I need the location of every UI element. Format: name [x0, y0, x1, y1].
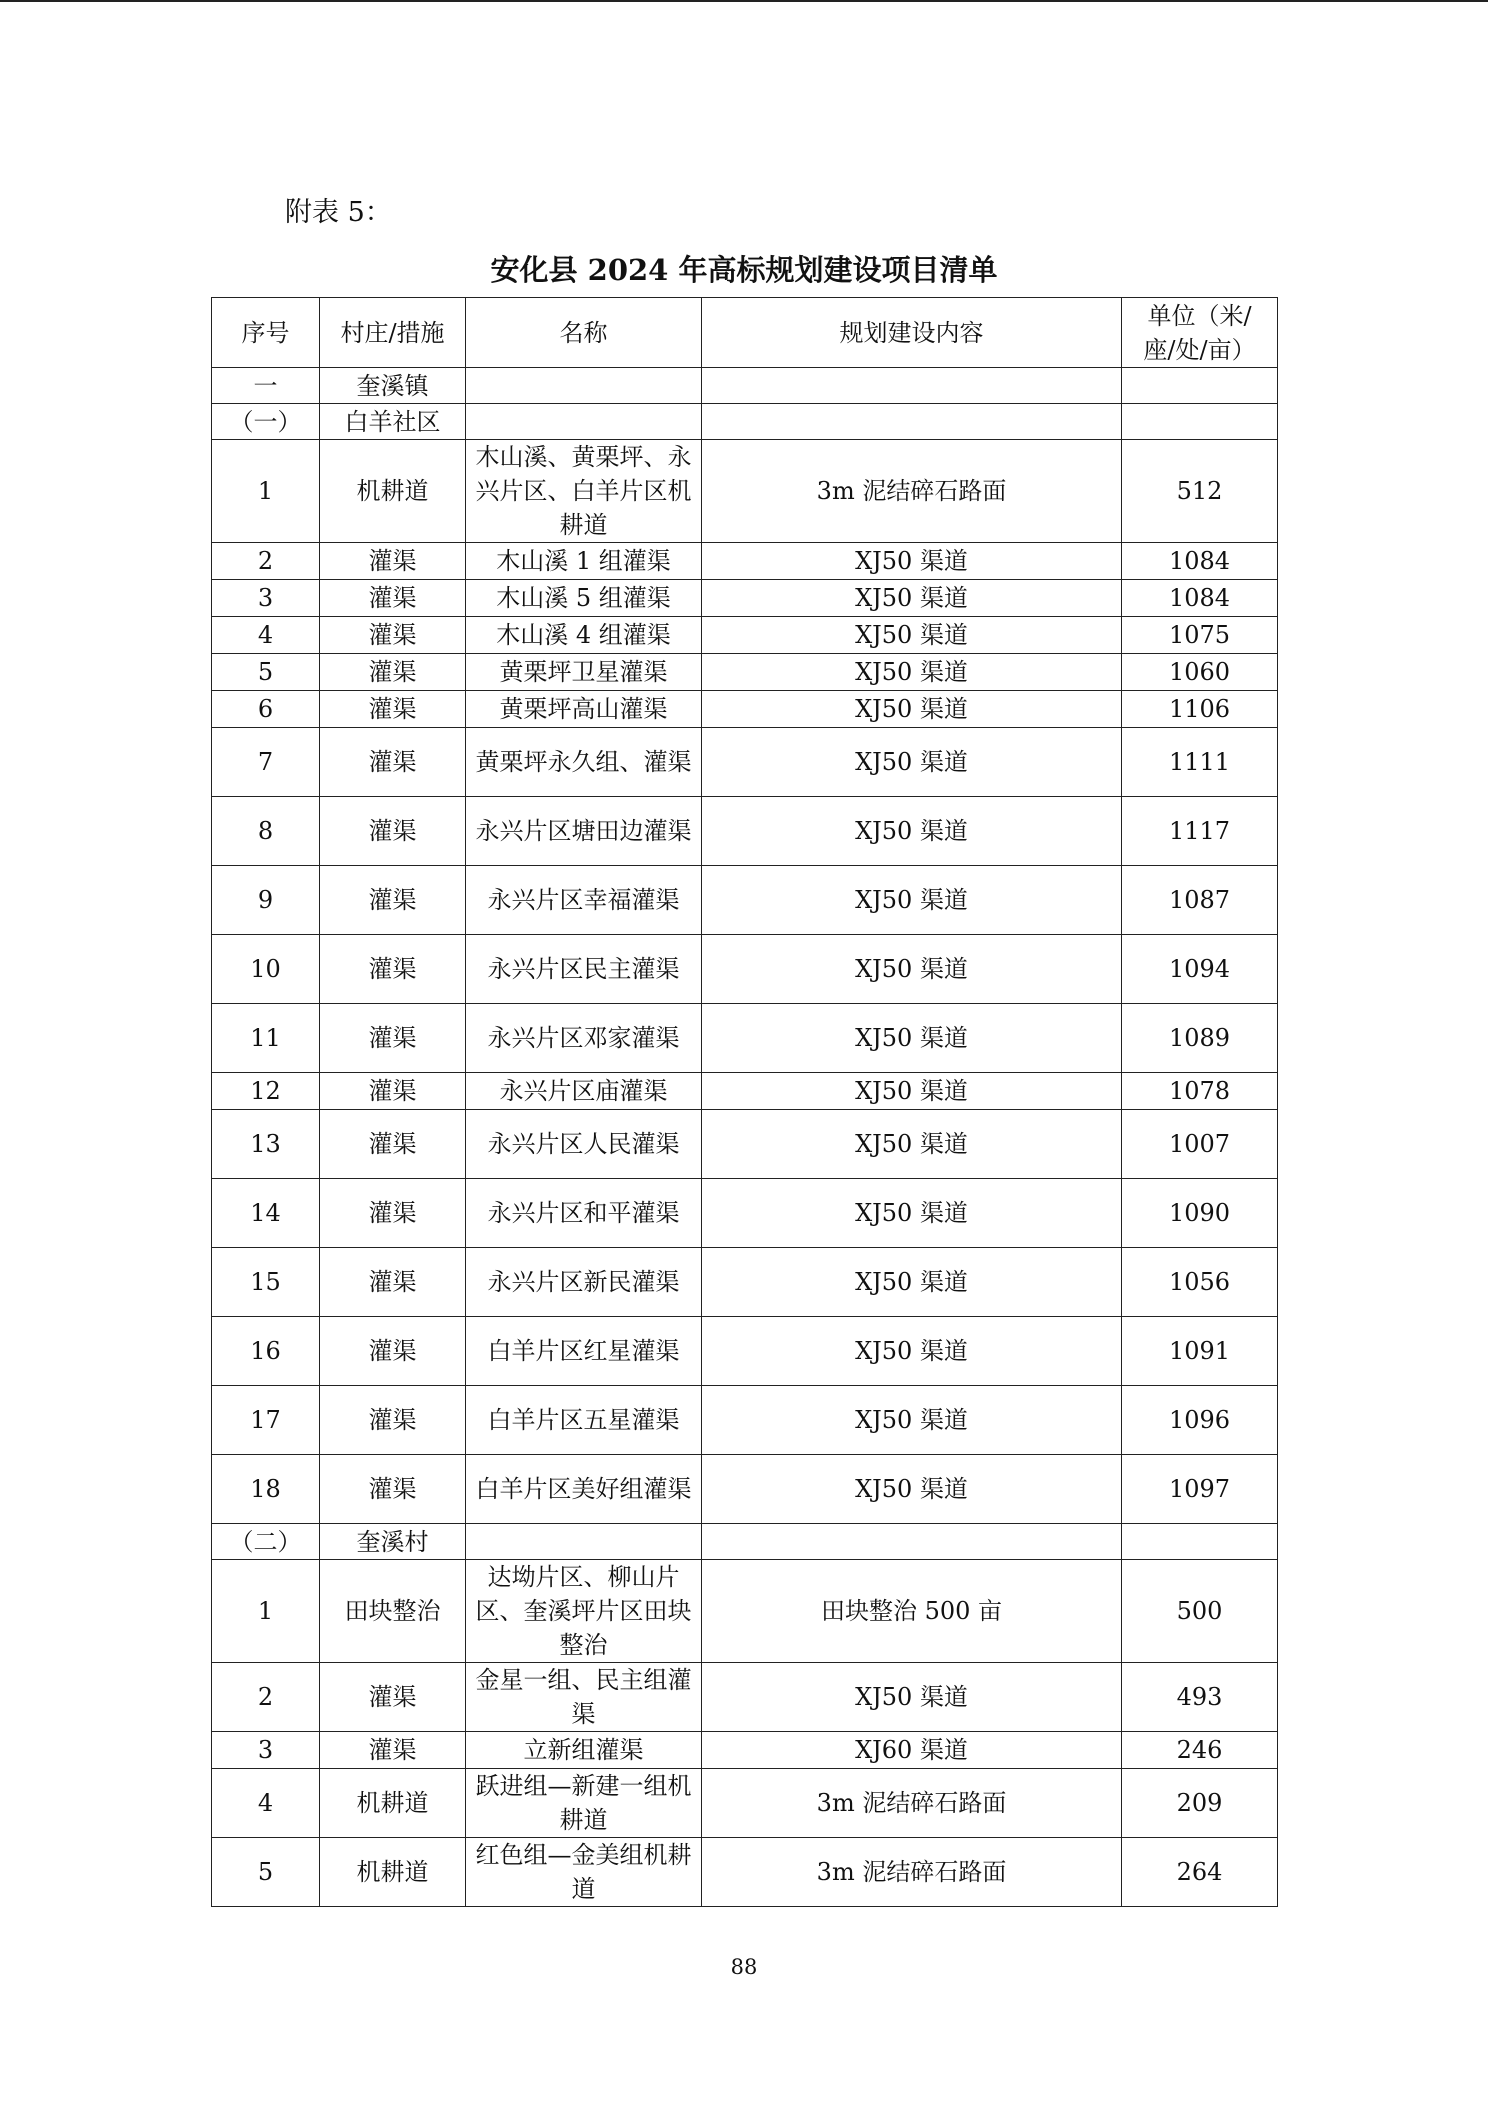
cell-seq: 4	[212, 1769, 320, 1838]
cell-content: XJ50 渠道	[702, 1663, 1122, 1732]
table-row	[212, 1317, 1278, 1386]
cell-unit: 1094	[1122, 935, 1278, 1004]
cell-name: 木山溪 1 组灌渠	[466, 543, 702, 580]
table-body	[212, 368, 1278, 1907]
cell-village: 灌渠	[320, 543, 466, 580]
project-table	[211, 297, 1278, 1907]
cell-content	[702, 404, 1122, 440]
cell-seq: 12	[212, 1073, 320, 1110]
cell-content: XJ50 渠道	[702, 1386, 1122, 1455]
cell-unit: 500	[1122, 1560, 1278, 1663]
table-row	[212, 1769, 1278, 1838]
cell-name: 白羊片区五星灌渠	[466, 1386, 702, 1455]
cell-village: 白羊社区	[320, 404, 466, 440]
cell-village: 灌渠	[320, 1248, 466, 1317]
cell-village: 灌渠	[320, 1004, 466, 1073]
page-number: 88	[730, 1955, 758, 1979]
cell-village: 灌渠	[320, 580, 466, 617]
cell-village: 灌渠	[320, 1732, 466, 1769]
cell-seq: 5	[212, 654, 320, 691]
table-header-row	[212, 298, 1278, 368]
cell-name: 永兴片区新民灌渠	[466, 1248, 702, 1317]
cell-seq: 2	[212, 543, 320, 580]
cell-name: 永兴片区和平灌渠	[466, 1179, 702, 1248]
cell-seq: 10	[212, 935, 320, 1004]
table-row	[212, 1248, 1278, 1317]
cell-unit: 246	[1122, 1732, 1278, 1769]
cell-name: 木山溪 4 组灌渠	[466, 617, 702, 654]
cell-name	[466, 404, 702, 440]
cell-unit: 1117	[1122, 797, 1278, 866]
cell-unit: 512	[1122, 440, 1278, 543]
document-title: 安化县 2024 年高标规划建设项目清单	[490, 253, 998, 287]
cell-content: XJ50 渠道	[702, 654, 1122, 691]
cell-unit: 1090	[1122, 1179, 1278, 1248]
cell-seq: 14	[212, 1179, 320, 1248]
section-row	[212, 368, 1278, 404]
cell-seq: 5	[212, 1838, 320, 1907]
cell-content: XJ50 渠道	[702, 580, 1122, 617]
table-row	[212, 1110, 1278, 1179]
cell-name: 黄栗坪卫星灌渠	[466, 654, 702, 691]
cell-unit: 1089	[1122, 1004, 1278, 1073]
cell-unit: 1075	[1122, 617, 1278, 654]
cell-name: 木山溪、黄栗坪、永兴片区、白羊片区机耕道	[466, 440, 702, 543]
cell-name: 红色组—金美组机耕道	[466, 1838, 702, 1907]
cell-unit: 1084	[1122, 580, 1278, 617]
cell-unit: 1111	[1122, 728, 1278, 797]
cell-unit: 1084	[1122, 543, 1278, 580]
cell-name: 永兴片区幸福灌渠	[466, 866, 702, 935]
cell-unit: 209	[1122, 1769, 1278, 1838]
cell-village: 灌渠	[320, 797, 466, 866]
table-row	[212, 1732, 1278, 1769]
cell-village: 灌渠	[320, 1663, 466, 1732]
table-row	[212, 1004, 1278, 1073]
cell-seq: 9	[212, 866, 320, 935]
cell-content	[702, 368, 1122, 404]
header-content: 规划建设内容	[702, 298, 1122, 368]
cell-name: 永兴片区庙灌渠	[466, 1073, 702, 1110]
cell-seq: 1	[212, 440, 320, 543]
cell-name: 金星一组、民主组灌渠	[466, 1663, 702, 1732]
header-seq: 序号	[212, 298, 320, 368]
cell-name: 永兴片区民主灌渠	[466, 935, 702, 1004]
cell-content: XJ50 渠道	[702, 1004, 1122, 1073]
table-row	[212, 797, 1278, 866]
cell-unit: 1091	[1122, 1317, 1278, 1386]
cell-village: 灌渠	[320, 617, 466, 654]
cell-content: XJ50 渠道	[702, 1455, 1122, 1524]
cell-seq: （一）	[212, 404, 320, 440]
cell-content: XJ50 渠道	[702, 543, 1122, 580]
cell-unit: 1056	[1122, 1248, 1278, 1317]
cell-seq: 18	[212, 1455, 320, 1524]
cell-content: XJ60 渠道	[702, 1732, 1122, 1769]
cell-content: XJ50 渠道	[702, 1317, 1122, 1386]
cell-seq: 8	[212, 797, 320, 866]
cell-village: 灌渠	[320, 866, 466, 935]
cell-unit: 1087	[1122, 866, 1278, 935]
cell-unit: 1096	[1122, 1386, 1278, 1455]
cell-seq: 1	[212, 1560, 320, 1663]
cell-unit: 1097	[1122, 1455, 1278, 1524]
header-village: 村庄/措施	[320, 298, 466, 368]
cell-content: XJ50 渠道	[702, 691, 1122, 728]
cell-village: 奎溪村	[320, 1524, 466, 1560]
cell-name: 黄栗坪高山灌渠	[466, 691, 702, 728]
table-row	[212, 1663, 1278, 1732]
cell-content: XJ50 渠道	[702, 1248, 1122, 1317]
cell-content: 3m 泥结碎石路面	[702, 1838, 1122, 1907]
table-row	[212, 654, 1278, 691]
page-top-border	[0, 0, 1488, 2]
cell-name: 白羊片区美好组灌渠	[466, 1455, 702, 1524]
cell-village: 机耕道	[320, 1838, 466, 1907]
appendix-label: 附表 5：	[285, 197, 392, 228]
cell-seq: 11	[212, 1004, 320, 1073]
cell-village: 灌渠	[320, 654, 466, 691]
cell-content: XJ50 渠道	[702, 935, 1122, 1004]
cell-content: XJ50 渠道	[702, 1110, 1122, 1179]
cell-seq: 17	[212, 1386, 320, 1455]
cell-name: 永兴片区人民灌渠	[466, 1110, 702, 1179]
cell-village: 灌渠	[320, 691, 466, 728]
cell-content: 3m 泥结碎石路面	[702, 1769, 1122, 1838]
header-name: 名称	[466, 298, 702, 368]
cell-seq: 一	[212, 368, 320, 404]
cell-seq: 16	[212, 1317, 320, 1386]
cell-village: 灌渠	[320, 1317, 466, 1386]
cell-village: 灌渠	[320, 1110, 466, 1179]
table-row	[212, 935, 1278, 1004]
cell-seq: 13	[212, 1110, 320, 1179]
table-row	[212, 1560, 1278, 1663]
table-row	[212, 440, 1278, 543]
table-row	[212, 543, 1278, 580]
cell-unit: 1007	[1122, 1110, 1278, 1179]
cell-village: 奎溪镇	[320, 368, 466, 404]
cell-content	[702, 1524, 1122, 1560]
cell-village: 灌渠	[320, 935, 466, 1004]
cell-seq: 15	[212, 1248, 320, 1317]
cell-village: 灌渠	[320, 1179, 466, 1248]
cell-seq: 2	[212, 1663, 320, 1732]
table-row	[212, 1073, 1278, 1110]
cell-seq: （二）	[212, 1524, 320, 1560]
cell-content: 3m 泥结碎石路面	[702, 440, 1122, 543]
header-unit-line1: 单位（米/	[1147, 301, 1252, 330]
cell-village: 灌渠	[320, 1386, 466, 1455]
cell-unit	[1122, 368, 1278, 404]
cell-seq: 4	[212, 617, 320, 654]
cell-name: 永兴片区邓家灌渠	[466, 1004, 702, 1073]
cell-content: XJ50 渠道	[702, 797, 1122, 866]
cell-content: 田块整治 500 亩	[702, 1560, 1122, 1663]
cell-unit: 1060	[1122, 654, 1278, 691]
cell-village: 机耕道	[320, 1769, 466, 1838]
cell-name: 跃进组—新建一组机耕道	[466, 1769, 702, 1838]
table-row	[212, 580, 1278, 617]
cell-village: 灌渠	[320, 728, 466, 797]
table-row	[212, 617, 1278, 654]
cell-name	[466, 1524, 702, 1560]
cell-name: 立新组灌渠	[466, 1732, 702, 1769]
cell-content: XJ50 渠道	[702, 728, 1122, 797]
table-row	[212, 728, 1278, 797]
cell-content: XJ50 渠道	[702, 1073, 1122, 1110]
table-row	[212, 691, 1278, 728]
cell-content: XJ50 渠道	[702, 1179, 1122, 1248]
table-row	[212, 1179, 1278, 1248]
header-unit	[1122, 298, 1278, 368]
cell-name	[466, 368, 702, 404]
cell-name: 永兴片区塘田边灌渠	[466, 797, 702, 866]
cell-name: 达坳片区、柳山片区、奎溪坪片区田块整治	[466, 1560, 702, 1663]
header-unit-line2: 座/处/亩）	[1143, 335, 1256, 364]
cell-unit	[1122, 1524, 1278, 1560]
cell-seq: 6	[212, 691, 320, 728]
cell-village: 机耕道	[320, 440, 466, 543]
section-row	[212, 1524, 1278, 1560]
cell-seq: 3	[212, 1732, 320, 1769]
cell-content: XJ50 渠道	[702, 617, 1122, 654]
cell-seq: 3	[212, 580, 320, 617]
cell-name: 黄栗坪永久组、灌渠	[466, 728, 702, 797]
cell-unit: 264	[1122, 1838, 1278, 1907]
cell-seq: 7	[212, 728, 320, 797]
cell-unit: 493	[1122, 1663, 1278, 1732]
cell-village: 灌渠	[320, 1073, 466, 1110]
section-row	[212, 404, 1278, 440]
cell-unit	[1122, 404, 1278, 440]
cell-name: 木山溪 5 组灌渠	[466, 580, 702, 617]
cell-content: XJ50 渠道	[702, 866, 1122, 935]
table-row	[212, 1838, 1278, 1907]
cell-name: 白羊片区红星灌渠	[466, 1317, 702, 1386]
cell-village: 灌渠	[320, 1455, 466, 1524]
cell-unit: 1106	[1122, 691, 1278, 728]
table-row	[212, 1455, 1278, 1524]
table-row	[212, 866, 1278, 935]
cell-village: 田块整治	[320, 1560, 466, 1663]
table-row	[212, 1386, 1278, 1455]
cell-unit: 1078	[1122, 1073, 1278, 1110]
